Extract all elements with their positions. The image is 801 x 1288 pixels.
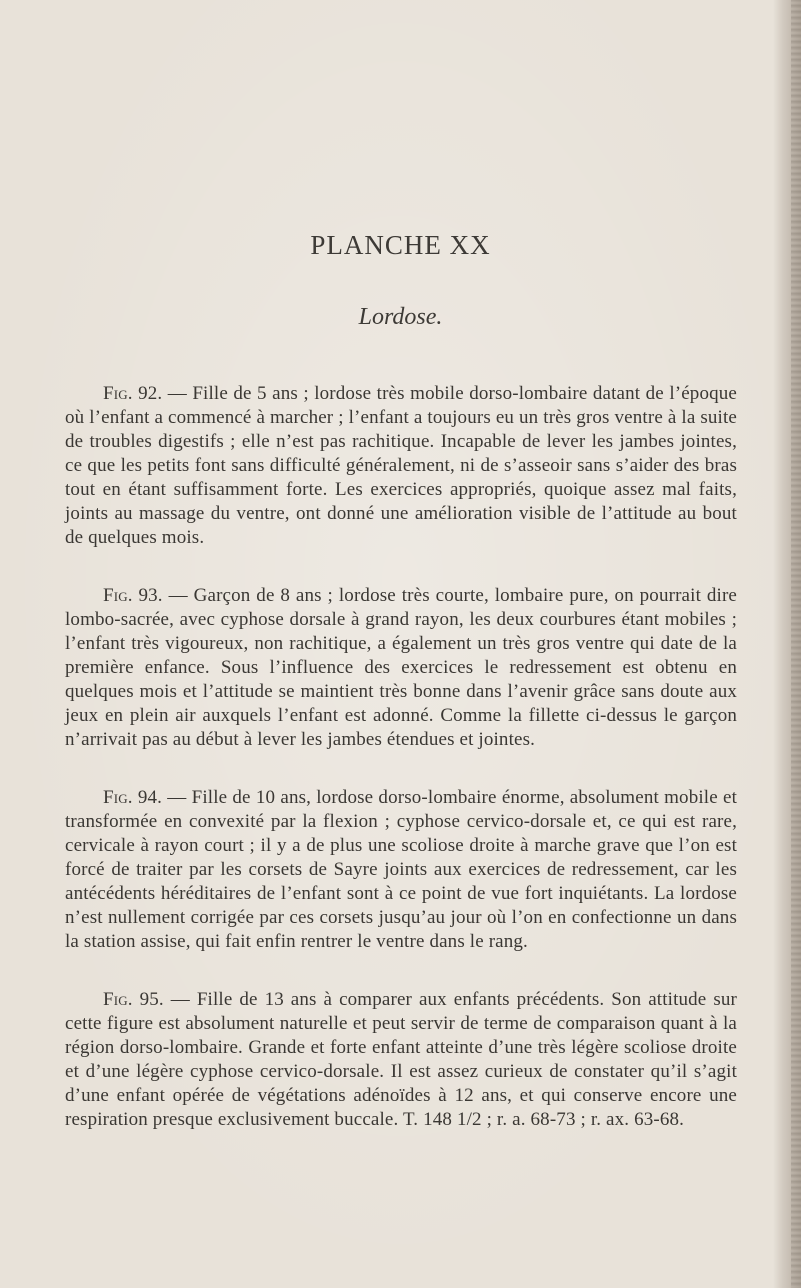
caption-text: — Garçon de 8 ans ; lordose très courte, lombaire pure, on pourrait dire lombo-sacrée, avec cyphose dorsale à grand rayon, les deux courbures étant mobiles ; l’enfant très vigoureux, non rachitique, a également un très gros ventre qui date de la première enfance. Sous l’influence des exercices le redressement est obtenu en quelques mois et l’attitude se maintient très bonne dans l’avenir grâce sans doute aux jeux en plein air auxquels l’enfant est adonné. Comme la fillette ci-dessus le garçon n’arrivait pas au début à lever les jambes étendues et jointes. [65, 585, 738, 750]
caption-text: — Fille de 13 ans à comparer aux enfants précédents. Son attitude sur cette figure est absolument naturelle et peut servir de terme de comparaison quant à la région dorso-lombaire. Grande et forte enfant atteinte d’une très légère scoliose droite et d’une légère cyphose cervico-dorsale. Il est assez curieux de constater qu’il s’agit d’une enfant opérée de végétations adénoïdes à 12 ans, et qui conserve encore une respiration presque exclusivement buccale. T. 148 1/2 ; r. a. 68-73 ; r. ax. 63-68. [65, 989, 737, 1130]
caption-text: — Fille de 10 ans, lordose dorso-lombaire énorme, absolument mobile et transformée en convexité par la flexion ; cyphose cervico-dorsale et, ce qui est rare, cervicale à rayon court ; il y a de plus une scoliose droite à marche grave que l’on est forcé de traiter par les corsets de Sayre joints aux exercices de redressement, car les antécédents héréditaires de l’enfant sont à ce point de vue fort inquiétants. La lordose n’est nullement corrigée par ces corsets jusqu’au jour où l’on en confectionne un dans la station assise, qui fait enfin rentrer le ventre dans le rang. [65, 787, 737, 952]
caption-fig-94 [65, 786, 737, 954]
caption-label: Fig. 93. [103, 585, 163, 606]
caption-label: Fig. 95. [103, 989, 164, 1010]
caption-label: Fig. 94. [103, 787, 163, 808]
plate-subtitle: Lordose. [358, 304, 443, 330]
caption-fig-92 [65, 382, 737, 550]
plate-title: PLANCHE XX [310, 230, 491, 260]
page-edge-shadow [773, 0, 801, 1288]
caption-fig-95 [65, 988, 737, 1132]
caption-text: — Fille de 5 ans ; lordose très mobile dorso-lombaire datant de l’époque où l’enfant a commencé à marcher ; l’enfant a toujours eu un très gros ventre à la suite de troubles digestifs ; elle n’est pas rachitique. Incapable de lever les jambes jointes, ce que les petits font sans difficulté généralement, ni de s’asseoir sans s’aider des bras tout en étant suffisamment forte. Les exercices appropriés, quoique assez mal faits, joints au massage du ventre, ont donné une amélioration visible de l’attitude au bout de quelques mois. [65, 383, 737, 548]
caption-label: Fig. 92. [103, 383, 163, 404]
captions [65, 382, 737, 1166]
caption-fig-93 [65, 584, 737, 752]
